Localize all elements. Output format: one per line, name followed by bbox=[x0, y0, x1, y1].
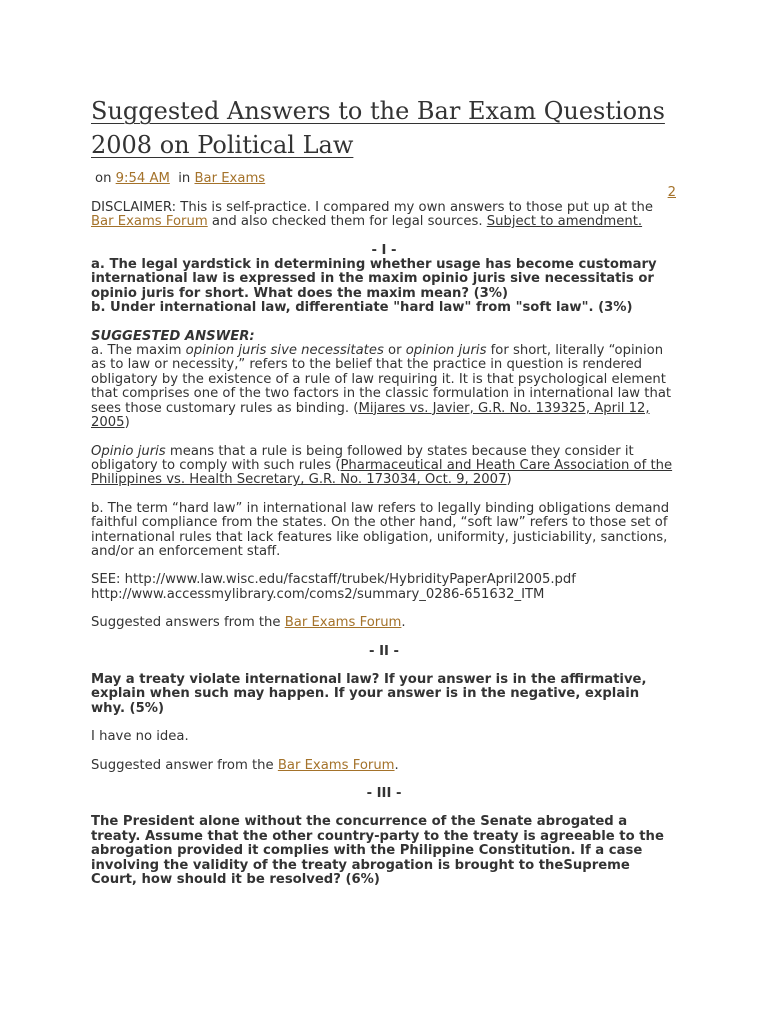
disclaimer-text: DISCLAIMER: This is self-practice. I compared my own answers to those put up at the bbox=[91, 199, 653, 215]
comments-count-link[interactable]: 2 bbox=[667, 185, 676, 201]
see-url-2: http://www.accessmylibrary.com/coms2/summary_0286-651632_ITM bbox=[91, 586, 545, 602]
forum-link[interactable]: Bar Exams Forum bbox=[91, 214, 208, 230]
answer-1a bbox=[91, 344, 677, 430]
disclaimer-middle: and also checked them for legal sources. bbox=[207, 214, 487, 230]
opinio-close: ) bbox=[506, 472, 512, 488]
section-heading-3: - III - bbox=[366, 786, 402, 801]
question-3: The President alone without the concurrence of the Senate abrogated a treaty. Assume that the other country-party to the treaty is agreeable to the abrogation provided it complies with the Philippine Constitution. If a case involving the validity of the treaty abrogation is brought to theSupreme Court, how should it be resolved? (6%) bbox=[91, 814, 664, 888]
source-1 bbox=[91, 616, 677, 630]
forum-link-2[interactable]: Bar Exams Forum bbox=[284, 615, 402, 631]
answer-1a-text: a. The maxim bbox=[91, 343, 186, 359]
disclaimer bbox=[91, 201, 677, 230]
answer-2: I have no idea. bbox=[91, 729, 189, 745]
section-heading-2: - II - bbox=[369, 643, 399, 659]
blog-post bbox=[91, 94, 677, 901]
citation-mijares-link[interactable]: Mijares vs. Javier, G.R. No. 139325, April 12, 2005 bbox=[91, 400, 650, 431]
source-1-dot: . bbox=[401, 615, 406, 631]
see-references bbox=[91, 573, 677, 602]
answer-1a-body: for short, literally “opinion as to law or necessity,” refers to the belief that the practice in question is rendered obligatory by the existence of a rule of law requiring it. It is that psychological element that comprises one of the two factors in the classic formulation in international law that sees those customary rules as binding. ( bbox=[91, 343, 672, 416]
answer-1b: b. The term “hard law” in international law refers to legally binding obligations demand faithful compliance from the states. On the other hand, “soft law” refers to those set of international rules that lack features like obligation, uniformity, justiciability, sanctions, and/or an enforcement staff. bbox=[91, 500, 670, 559]
forum-link-3[interactable]: Bar Exams Forum bbox=[277, 757, 395, 773]
question-2: May a treaty violate international law? If your answer is in the affirmative, explain when such may happen. If your answer is in the negative, explain why. (5%) bbox=[91, 671, 647, 716]
answer-1a-short: opinion juris bbox=[405, 343, 487, 359]
see-url-1: SEE: http://www.law.wisc.edu/facstaff/trubek/HybridityPaperApril2005.pdf bbox=[91, 572, 576, 588]
meta-in-label: in bbox=[178, 171, 191, 186]
source-2-text: Suggested answer from the bbox=[91, 757, 278, 773]
post-time-link[interactable]: 9:54 AM bbox=[115, 171, 170, 186]
opinio-text: means that a rule is being followed by states because they consider it obligatory to comply with such rules ( bbox=[91, 443, 634, 473]
category-link[interactable]: Bar Exams bbox=[194, 171, 266, 186]
comments-count-row bbox=[91, 186, 677, 200]
answer-opinio bbox=[91, 445, 677, 488]
source-2 bbox=[91, 759, 677, 773]
question-1a: a. The legal yardstick in determining whether usage has become customary international law is expressed in the maxim opinio juris sive necessitatis or opinio juris for short. What does the maxim mean? (3%) bbox=[91, 257, 657, 301]
question-1b: b. Under international law, differentiate "hard law" from "soft law". (3%) bbox=[91, 300, 633, 316]
citation-pharma-link[interactable]: Pharmaceutical and Heath Care Association of the Philippines vs. Health Secretary, G.R. No. 173034, Oct. 9, 2007 bbox=[91, 457, 673, 488]
meta-on-label: on bbox=[95, 171, 112, 186]
answer-1a-close: ) bbox=[124, 415, 130, 431]
answer-1a-maxim: opinion juris sive necessitates bbox=[185, 343, 384, 359]
post-title[interactable]: Suggested Answers to the Bar Exam Questions 2008 on Political Law bbox=[91, 97, 665, 159]
answer-1a-or: or bbox=[383, 343, 406, 359]
source-1-text: Suggested answers from the bbox=[91, 615, 285, 631]
opinio-juris-term: Opinio juris bbox=[91, 443, 166, 459]
suggested-answer-label: SUGGESTED ANSWER: bbox=[91, 328, 255, 344]
post-meta bbox=[91, 172, 677, 186]
source-2-dot: . bbox=[394, 757, 399, 773]
amendment-link[interactable]: Subject to amendment. bbox=[486, 214, 643, 230]
section-heading-1: - I - bbox=[371, 242, 397, 258]
